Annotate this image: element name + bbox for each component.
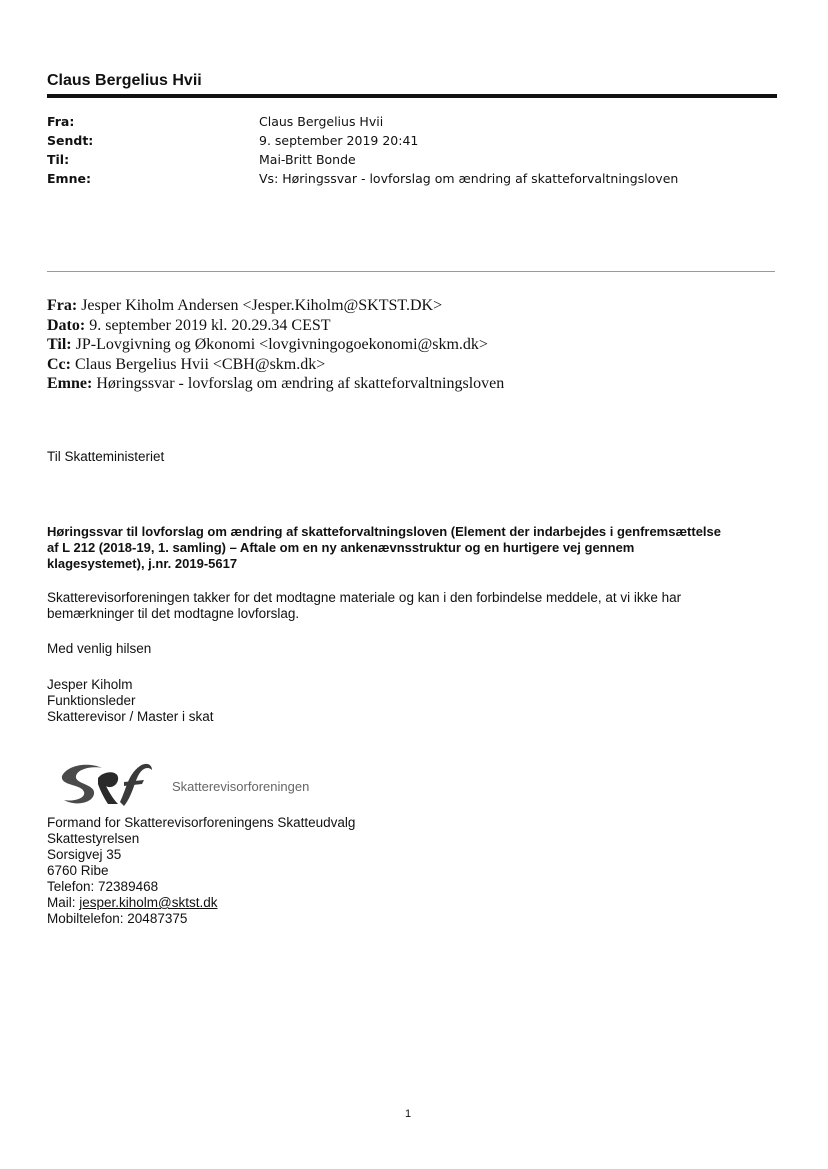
header-label: Emne: [47,171,91,186]
header-value: Claus Bergelius Hvii [259,114,384,129]
contact-phone: Telefon: 72389468 [47,879,159,894]
contact-street: Sorsigvej 35 [47,847,122,862]
header-row-sent [47,133,678,152]
forwarded-header [47,296,504,394]
header-label: Sendt: [47,133,94,148]
contact-mail: Mail: jesper.kiholm@sktst.dk [47,895,218,910]
contact-role: Formand for Skatterevisorforeningens Skatteudvalg [47,815,356,830]
body-paragraph [47,590,767,622]
header-value: Vs: Høringssvar - lovforslag om ændring af skatteforvaltningsloven [259,171,679,186]
subject-line: klagesystemet), j.nr. 2019-5617 [47,556,238,571]
subject-line: Høringssvar til lovforslag om ændring af skatteforvaltningsloven (Element der indarbejdes i genfremsættelse [47,524,721,539]
header-row-from [47,114,678,133]
contact-mobile: Mobiltelefon: 20487375 [47,911,188,926]
paragraph-line: bemærkninger til det modtagne lovforslag. [47,606,300,621]
mail-link[interactable]: jesper.kiholm@sktst.dk [79,895,218,910]
separator-rule [47,271,775,272]
header-value: Mai-Britt Bonde [259,152,356,167]
greeting: Til Skatteministeriet [47,449,165,464]
header-label: Fra: [47,114,75,129]
response-subject [47,524,777,572]
email-header-table [47,114,678,190]
subject-line: af L 212 (2018-19, 1. samling) – Aftale om en ny ankenævnsstruktur og en hurtigere vej gennem [47,540,635,555]
header-value: 9. september 2019 20:41 [259,133,419,148]
header-rule [47,94,777,98]
signature-role: Skatterevisor / Master i skat [47,709,214,724]
signature-name: Jesper Kiholm [47,677,133,692]
header-label: Til: [47,152,70,167]
forwarded-cc: Cc: Claus Bergelius Hvii <CBH@skm.dk> [47,355,326,373]
srf-logo-icon [60,760,155,808]
signature-title: Funktionsleder [47,693,136,708]
sender-name: Claus Bergelius Hvii [47,72,202,89]
contact-org: Skattestyrelsen [47,831,140,846]
contact-block [47,815,355,927]
paragraph-line: Skatterevisorforeningen takker for det modtagne materiale og kan i den forbindelse meddele, at vi ikke har [47,590,682,605]
header-row-to [47,152,678,171]
forwarded-date: Dato: 9. september 2019 kl. 20.29.34 CEST [47,316,331,334]
closing: Med venlig hilsen [47,641,152,656]
forwarded-from: Fra: Jesper Kiholm Andersen <Jesper.Kiholm@SKTST.DK> [47,297,443,314]
forwarded-subject: Emne: Høringssvar - lovforslag om ændring af skatteforvaltningsloven [47,375,505,392]
page-number: 1 [405,1108,412,1120]
signature [47,677,214,725]
forwarded-to: Til: JP-Lovgivning og Økonomi <lovgivningogoekonomi@skm.dk> [47,336,488,353]
contact-city: 6760 Ribe [47,863,109,878]
header-row-subject [47,171,678,190]
logo-text: Skatterevisorforeningen [172,779,310,794]
